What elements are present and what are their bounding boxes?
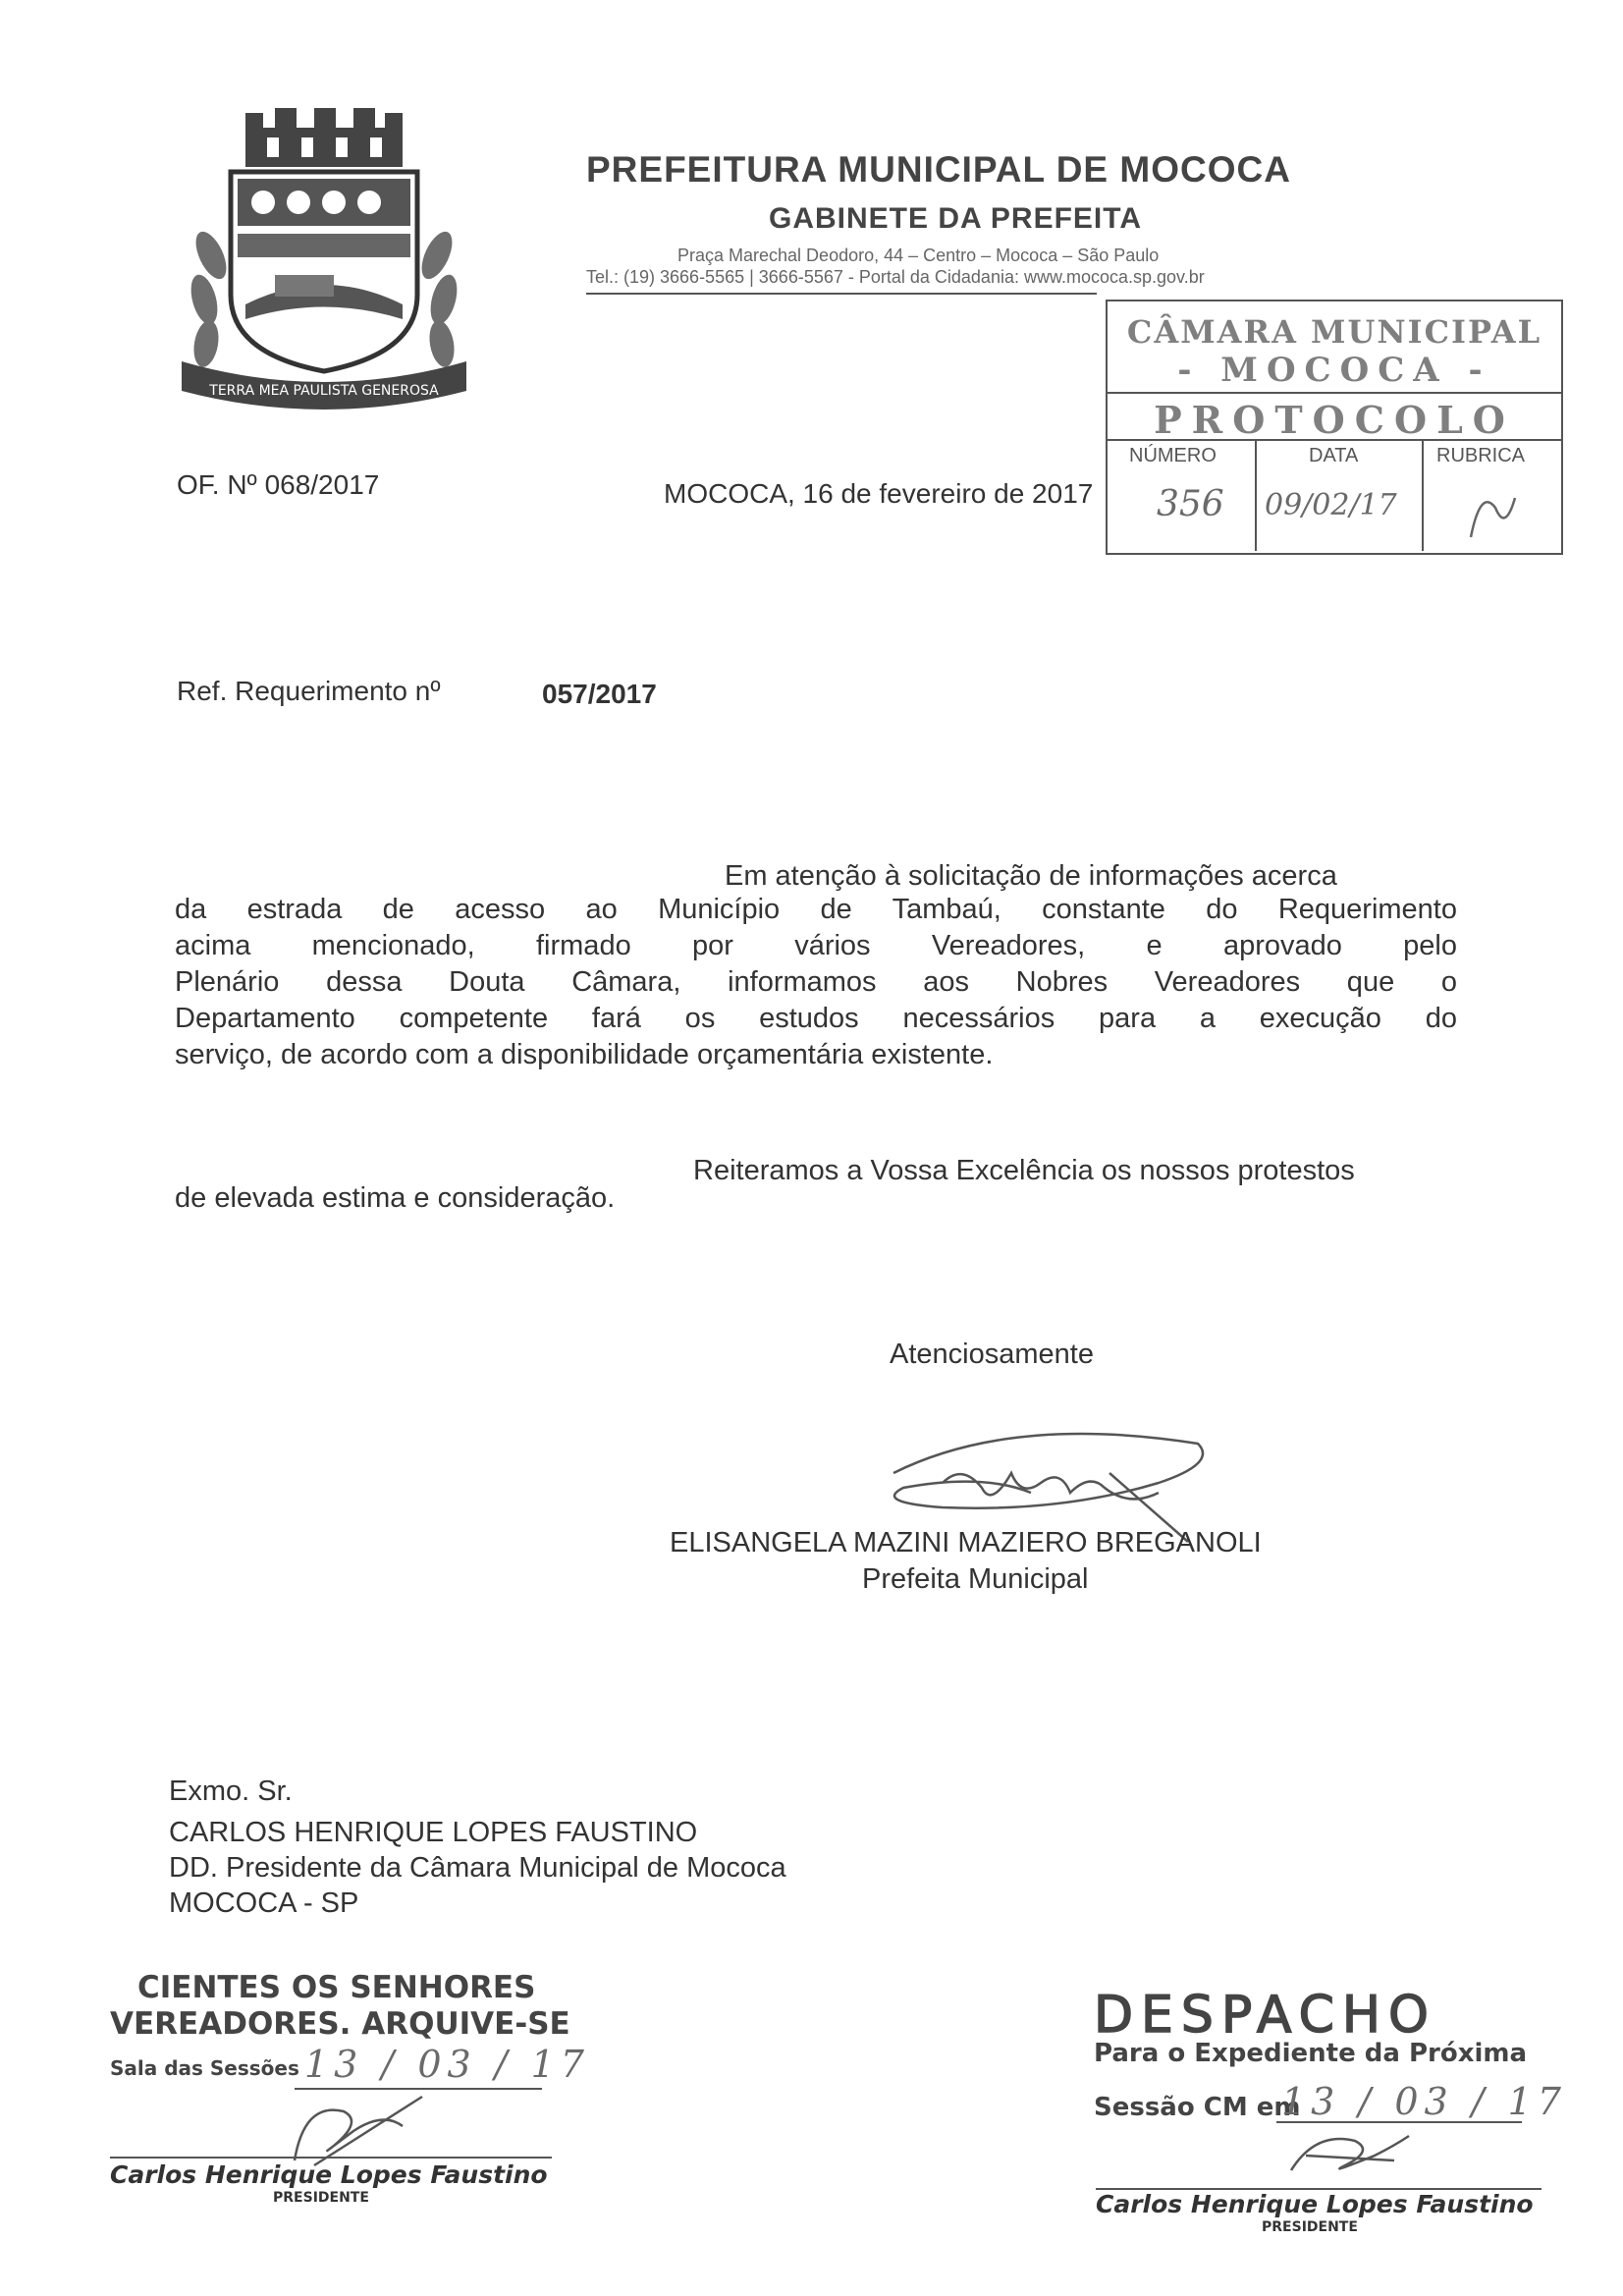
stamp-protocol: PROTOCOLO <box>1154 398 1515 442</box>
org-title: PREFEITURA MUNICIPAL DE MOCOCA <box>586 149 1291 190</box>
stamp-chamber: CÂMARA MUNICIPAL <box>1126 313 1542 351</box>
stamp-divider <box>1108 392 1561 394</box>
signatory-role: Prefeita Municipal <box>862 1563 1089 1595</box>
stamp-col-rubrica: RUBRICA <box>1436 445 1526 466</box>
stamp-left-signature-line <box>110 2157 552 2159</box>
body-line: Em atenção à solicitação de informações acerca <box>725 860 1337 892</box>
addressee-name: CARLOS HENRIQUE LOPES FAUSTINO <box>169 1817 698 1848</box>
body-line: Reiteramos a Vossa Excelência os nossos protestos <box>693 1155 1355 1186</box>
stamp-left-date: 13 / 03 / 17 <box>304 2043 590 2086</box>
stamp-left-name: Carlos Henrique Lopes Faustino <box>110 2160 548 2189</box>
municipal-coat-of-arms <box>177 108 471 422</box>
body-line: da estrada de acesso ao Município de Tambaú, constante do Requerimento <box>175 894 1457 925</box>
letterhead-divider <box>586 293 1097 295</box>
stamp-left-line3: Sala das Sessões <box>110 2056 299 2080</box>
stamp-right-date: 13 / 03 / 17 <box>1281 2080 1567 2123</box>
stamp-data-value: 09/02/17 <box>1265 488 1397 522</box>
reference-label: Ref. Requerimento nº <box>177 676 441 706</box>
protocol-stamp <box>1106 300 1563 555</box>
body-line: Departamento competente fará os estudos necessários para a execução do <box>175 1003 1457 1034</box>
addressee-salutation: Exmo. Sr. <box>169 1776 293 1807</box>
stamp-column-divider <box>1255 439 1257 551</box>
org-subtitle: GABINETE DA PREFEITA <box>769 202 1143 235</box>
crest-motto: TERRA MEA PAULISTA GENEROSA <box>209 383 439 399</box>
stamp-numero-value: 356 <box>1157 484 1224 524</box>
stamp-col-numero: NÚMERO <box>1129 445 1217 466</box>
stamp-right-title: DESPACHO <box>1094 1986 1436 2045</box>
stamp-left-line2: VEREADORES. ARQUIVE-SE <box>110 2006 570 2042</box>
stamp-right-name: Carlos Henrique Lopes Faustino <box>1096 2190 1534 2218</box>
org-contact: Tel.: (19) 3666-5565 | 3666-5567 - Portal da Cidadania: www.mococa.sp.gov.br <box>586 267 1205 287</box>
addressee-title: DD. Presidente da Câmara Municipal de Mococa <box>169 1852 786 1884</box>
stamp-city: - MOCOCA - <box>1177 351 1491 390</box>
stamp-left-date-line <box>295 2088 542 2090</box>
body-line: serviço, de acordo com a disponibilidade orçamentária existente. <box>175 1039 994 1070</box>
oficio-number: OF. Nº 068/2017 <box>177 469 380 500</box>
closing: Atenciosamente <box>890 1339 1094 1370</box>
body-line: de elevada estima e consideração. <box>175 1182 616 1214</box>
stamp-right-title-label: PRESIDENTE <box>1262 2219 1358 2235</box>
stamp-left-title: PRESIDENTE <box>273 2190 369 2206</box>
stamp-left-line1: CIENTES OS SENHORES <box>137 1970 536 2005</box>
stamp-right-signature <box>1276 2116 1424 2185</box>
stamp-col-data: DATA <box>1309 445 1359 466</box>
stamp-left-signature <box>275 2092 452 2170</box>
signatory-name: ELISANGELA MAZINI MAZIERO BREGANOLI <box>670 1527 1262 1558</box>
addressee-city: MOCOCA - SP <box>169 1887 359 1919</box>
place-date: MOCOCA, 16 de fevereiro de 2017 <box>664 478 1094 509</box>
body-line: acima mencionado, firmado por vários Vereadores, e aprovado pelo <box>175 930 1457 961</box>
stamp-divider <box>1108 439 1561 441</box>
body-line: Plenário dessa Douta Câmara, informamos aos Nobres Vereadores que o <box>175 966 1457 998</box>
reference-number: 057/2017 <box>542 679 657 709</box>
stamp-column-divider <box>1422 439 1424 551</box>
stamp-right-line3: Sessão CM em <box>1094 2093 1301 2122</box>
stamp-rubrica-signature <box>1461 478 1530 547</box>
org-address: Praça Marechal Deodoro, 44 – Centro – Mococa – São Paulo <box>677 246 1160 265</box>
stamp-right-line2: Para o Expediente da Próxima <box>1094 2039 1528 2068</box>
